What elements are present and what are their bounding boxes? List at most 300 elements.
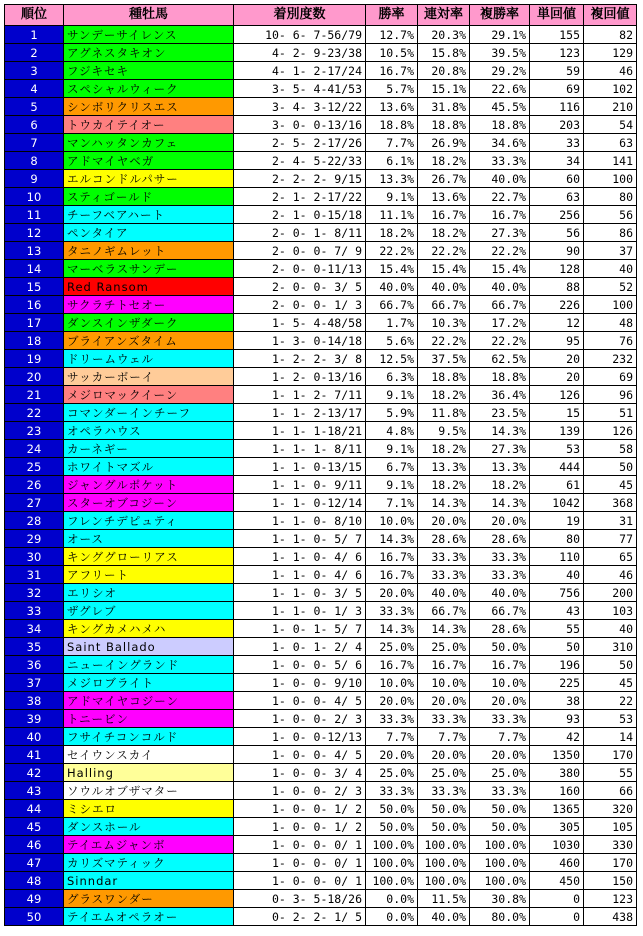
show-rate-cell: 18.8% (470, 116, 530, 134)
show-rate-cell: 40.0% (470, 278, 530, 296)
table-row (5, 908, 637, 926)
sire-name-cell: メジロブライト (64, 674, 234, 692)
table-row (5, 170, 637, 188)
header-rank: 順位 (5, 5, 64, 26)
show-rate-cell: 28.6% (470, 530, 530, 548)
win-rate-cell: 9.1% (366, 476, 418, 494)
record-cell: 0- 2- 2- 1/ 5 (234, 908, 366, 926)
show-rate-cell: 17.2% (470, 314, 530, 332)
sire-name-cell: アドマイヤベガ (64, 152, 234, 170)
win-return-cell: 460 (530, 854, 584, 872)
table-row (5, 26, 637, 44)
show-rate-cell: 22.6% (470, 80, 530, 98)
rank-cell: 48 (5, 872, 64, 890)
win-rate-cell: 13.3% (366, 170, 418, 188)
rank-cell: 50 (5, 908, 64, 926)
show-return-cell: 368 (584, 494, 637, 512)
win-return-cell: 155 (530, 26, 584, 44)
win-return-cell: 203 (530, 116, 584, 134)
place-rate-cell: 14.3% (418, 620, 470, 638)
rank-cell: 22 (5, 404, 64, 422)
show-return-cell: 54 (584, 116, 637, 134)
show-rate-cell: 100.0% (470, 872, 530, 890)
rank-cell: 44 (5, 800, 64, 818)
rank-cell: 45 (5, 818, 64, 836)
win-rate-cell: 1.7% (366, 314, 418, 332)
record-cell: 1- 1- 0-12/14 (234, 494, 366, 512)
show-return-cell: 100 (584, 170, 637, 188)
record-cell: 1- 0- 0- 0/ 1 (234, 836, 366, 854)
table-row (5, 332, 637, 350)
rank-cell: 10 (5, 188, 64, 206)
show-return-cell: 22 (584, 692, 637, 710)
show-rate-cell: 22.2% (470, 242, 530, 260)
record-cell: 2- 4- 5-22/33 (234, 152, 366, 170)
place-rate-cell: 40.0% (418, 908, 470, 926)
win-return-cell: 34 (530, 152, 584, 170)
win-return-cell: 63 (530, 188, 584, 206)
win-return-cell: 110 (530, 548, 584, 566)
win-rate-cell: 9.1% (366, 440, 418, 458)
win-rate-cell: 25.0% (366, 638, 418, 656)
show-return-cell: 48 (584, 314, 637, 332)
win-rate-cell: 14.3% (366, 530, 418, 548)
show-return-cell: 65 (584, 548, 637, 566)
place-rate-cell: 50.0% (418, 800, 470, 818)
record-cell: 1- 1- 0- 3/ 5 (234, 584, 366, 602)
record-cell: 2- 0- 0-11/13 (234, 260, 366, 278)
show-return-cell: 45 (584, 476, 637, 494)
show-rate-cell: 45.5% (470, 98, 530, 116)
sire-name-cell: ドリームウェル (64, 350, 234, 368)
win-return-cell: 0 (530, 908, 584, 926)
rank-cell: 25 (5, 458, 64, 476)
win-rate-cell: 20.0% (366, 746, 418, 764)
show-rate-cell: 27.3% (470, 224, 530, 242)
sire-name-cell: アドマイヤコジーン (64, 692, 234, 710)
record-cell: 1- 0- 0- 2/ 3 (234, 710, 366, 728)
record-cell: 3- 5- 4-41/53 (234, 80, 366, 98)
place-rate-cell: 37.5% (418, 350, 470, 368)
sire-name-cell: エリシオ (64, 584, 234, 602)
rank-cell: 37 (5, 674, 64, 692)
sire-name-cell: オペラハウス (64, 422, 234, 440)
record-cell: 1- 2- 2- 3/ 8 (234, 350, 366, 368)
sire-name-cell: ニューイングランド (64, 656, 234, 674)
record-cell: 1- 0- 1- 2/ 4 (234, 638, 366, 656)
win-rate-cell: 5.6% (366, 332, 418, 350)
record-cell: 2- 1- 2-17/22 (234, 188, 366, 206)
win-return-cell: 139 (530, 422, 584, 440)
win-rate-cell: 14.3% (366, 620, 418, 638)
win-return-cell: 60 (530, 170, 584, 188)
place-rate-cell: 11.5% (418, 890, 470, 908)
rank-cell: 49 (5, 890, 64, 908)
sire-name-cell: キンググローリアス (64, 548, 234, 566)
table-row (5, 602, 637, 620)
rank-cell: 24 (5, 440, 64, 458)
place-rate-cell: 22.2% (418, 242, 470, 260)
place-rate-cell: 9.5% (418, 422, 470, 440)
sire-name-cell: ペンタイア (64, 224, 234, 242)
sire-name-cell: フレンチデピュティ (64, 512, 234, 530)
table-row (5, 656, 637, 674)
show-rate-cell: 33.3% (470, 566, 530, 584)
sire-name-cell: スターオブコジーン (64, 494, 234, 512)
show-return-cell: 438 (584, 908, 637, 926)
rank-cell: 31 (5, 566, 64, 584)
win-return-cell: 90 (530, 242, 584, 260)
place-rate-cell: 20.0% (418, 512, 470, 530)
rank-cell: 11 (5, 206, 64, 224)
place-rate-cell: 33.3% (418, 566, 470, 584)
place-rate-cell: 26.7% (418, 170, 470, 188)
sire-name-cell: ホワイトマズル (64, 458, 234, 476)
win-rate-cell: 33.3% (366, 782, 418, 800)
show-return-cell: 46 (584, 62, 637, 80)
show-return-cell: 66 (584, 782, 637, 800)
record-cell: 1- 1- 2- 7/11 (234, 386, 366, 404)
sire-name-cell: カーネギー (64, 440, 234, 458)
win-rate-cell: 18.8% (366, 116, 418, 134)
show-return-cell: 31 (584, 512, 637, 530)
rank-cell: 35 (5, 638, 64, 656)
record-cell: 1- 0- 0- 1/ 2 (234, 800, 366, 818)
win-return-cell: 61 (530, 476, 584, 494)
table-row (5, 62, 637, 80)
win-rate-cell: 25.0% (366, 764, 418, 782)
sire-name-cell: サッカーボーイ (64, 368, 234, 386)
show-rate-cell: 7.7% (470, 728, 530, 746)
win-return-cell: 95 (530, 332, 584, 350)
sire-name-cell: カリズマティック (64, 854, 234, 872)
show-return-cell: 63 (584, 134, 637, 152)
sire-name-cell: ソウルオブザマター (64, 782, 234, 800)
show-return-cell: 76 (584, 332, 637, 350)
win-return-cell: 55 (530, 620, 584, 638)
show-rate-cell: 25.0% (470, 764, 530, 782)
show-rate-cell: 29.2% (470, 62, 530, 80)
win-rate-cell: 40.0% (366, 278, 418, 296)
show-rate-cell: 16.7% (470, 206, 530, 224)
win-rate-cell: 7.7% (366, 728, 418, 746)
place-rate-cell: 100.0% (418, 854, 470, 872)
record-cell: 1- 0- 0- 1/ 2 (234, 818, 366, 836)
show-rate-cell: 33.3% (470, 152, 530, 170)
sire-name-cell: コマンダーインチーフ (64, 404, 234, 422)
record-cell: 1- 1- 0- 8/10 (234, 512, 366, 530)
show-return-cell: 80 (584, 188, 637, 206)
win-return-cell: 226 (530, 296, 584, 314)
rank-cell: 34 (5, 620, 64, 638)
record-cell: 1- 0- 0- 9/10 (234, 674, 366, 692)
table-row (5, 674, 637, 692)
win-return-cell: 380 (530, 764, 584, 782)
sire-name-cell: セイウンスカイ (64, 746, 234, 764)
table-row (5, 422, 637, 440)
sire-name-cell: アフリート (64, 566, 234, 584)
rank-cell: 14 (5, 260, 64, 278)
rank-cell: 32 (5, 584, 64, 602)
show-rate-cell: 33.3% (470, 548, 530, 566)
win-return-cell: 56 (530, 224, 584, 242)
place-rate-cell: 13.3% (418, 458, 470, 476)
rank-cell: 41 (5, 746, 64, 764)
show-rate-cell: 80.0% (470, 908, 530, 926)
sire-name-cell: マンハッタンカフェ (64, 134, 234, 152)
show-rate-cell: 14.3% (470, 422, 530, 440)
sire-name-cell: サクラチトセオー (64, 296, 234, 314)
table-body (5, 26, 637, 926)
sire-name-cell: ザグレブ (64, 602, 234, 620)
rank-cell: 16 (5, 296, 64, 314)
table-row (5, 872, 637, 890)
show-return-cell: 53 (584, 710, 637, 728)
show-rate-cell: 40.0% (470, 584, 530, 602)
table-row (5, 746, 637, 764)
win-return-cell: 93 (530, 710, 584, 728)
show-rate-cell: 100.0% (470, 836, 530, 854)
show-return-cell: 126 (584, 422, 637, 440)
rank-cell: 29 (5, 530, 64, 548)
win-return-cell: 19 (530, 512, 584, 530)
rank-cell: 13 (5, 242, 64, 260)
table-row (5, 224, 637, 242)
show-return-cell: 103 (584, 602, 637, 620)
table-row (5, 620, 637, 638)
win-return-cell: 33 (530, 134, 584, 152)
win-return-cell: 50 (530, 638, 584, 656)
win-return-cell: 43 (530, 602, 584, 620)
show-return-cell: 86 (584, 224, 637, 242)
show-rate-cell: 66.7% (470, 602, 530, 620)
table-row (5, 368, 637, 386)
sire-name-cell: ダンスインザダーク (64, 314, 234, 332)
win-rate-cell: 20.0% (366, 584, 418, 602)
place-rate-cell: 15.8% (418, 44, 470, 62)
show-return-cell: 45 (584, 674, 637, 692)
record-cell: 1- 0- 0-12/13 (234, 728, 366, 746)
sire-name-cell: Saint Ballado (64, 638, 234, 656)
record-cell: 2- 0- 0- 7/ 9 (234, 242, 366, 260)
record-cell: 1- 3- 0-14/18 (234, 332, 366, 350)
table-row (5, 206, 637, 224)
show-rate-cell: 13.3% (470, 458, 530, 476)
sire-name-cell: チーフベアハート (64, 206, 234, 224)
record-cell: 4- 1- 2-17/24 (234, 62, 366, 80)
show-return-cell: 310 (584, 638, 637, 656)
place-rate-cell: 18.2% (418, 386, 470, 404)
table-row (5, 836, 637, 854)
rank-cell: 33 (5, 602, 64, 620)
win-return-cell: 0 (530, 890, 584, 908)
record-cell: 1- 0- 0- 2/ 3 (234, 782, 366, 800)
show-return-cell: 170 (584, 854, 637, 872)
place-rate-cell: 7.7% (418, 728, 470, 746)
record-cell: 1- 0- 0- 0/ 1 (234, 854, 366, 872)
show-return-cell: 129 (584, 44, 637, 62)
record-cell: 1- 1- 0-13/15 (234, 458, 366, 476)
sire-name-cell: グラスワンダー (64, 890, 234, 908)
table-row (5, 44, 637, 62)
show-return-cell: 50 (584, 656, 637, 674)
rank-cell: 27 (5, 494, 64, 512)
table-row (5, 890, 637, 908)
win-return-cell: 1030 (530, 836, 584, 854)
show-return-cell: 100 (584, 296, 637, 314)
win-return-cell: 40 (530, 566, 584, 584)
win-return-cell: 123 (530, 44, 584, 62)
win-rate-cell: 13.6% (366, 98, 418, 116)
record-cell: 1- 1- 0- 4/ 6 (234, 566, 366, 584)
table-row (5, 98, 637, 116)
table-row (5, 638, 637, 656)
table-row (5, 566, 637, 584)
win-rate-cell: 6.3% (366, 368, 418, 386)
show-return-cell: 50 (584, 458, 637, 476)
win-return-cell: 1042 (530, 494, 584, 512)
show-rate-cell: 66.7% (470, 296, 530, 314)
win-rate-cell: 20.0% (366, 692, 418, 710)
place-rate-cell: 18.2% (418, 224, 470, 242)
win-return-cell: 15 (530, 404, 584, 422)
record-cell: 10- 6- 7-56/79 (234, 26, 366, 44)
table-row (5, 314, 637, 332)
show-return-cell: 14 (584, 728, 637, 746)
win-rate-cell: 50.0% (366, 800, 418, 818)
table-row (5, 242, 637, 260)
rank-cell: 38 (5, 692, 64, 710)
place-rate-cell: 25.0% (418, 638, 470, 656)
record-cell: 1- 1- 2-13/17 (234, 404, 366, 422)
place-rate-cell: 14.3% (418, 494, 470, 512)
win-return-cell: 160 (530, 782, 584, 800)
sire-name-cell: トニービン (64, 710, 234, 728)
show-rate-cell: 14.3% (470, 494, 530, 512)
place-rate-cell: 16.7% (418, 656, 470, 674)
rank-cell: 30 (5, 548, 64, 566)
table-row (5, 404, 637, 422)
show-rate-cell: 22.7% (470, 188, 530, 206)
win-return-cell: 80 (530, 530, 584, 548)
sire-name-cell: メジロマックイーン (64, 386, 234, 404)
table-row (5, 116, 637, 134)
record-cell: 3- 4- 3-12/22 (234, 98, 366, 116)
table-row (5, 152, 637, 170)
win-rate-cell: 18.2% (366, 224, 418, 242)
win-rate-cell: 16.7% (366, 548, 418, 566)
show-return-cell: 232 (584, 350, 637, 368)
record-cell: 2- 5- 2-17/26 (234, 134, 366, 152)
place-rate-cell: 50.0% (418, 818, 470, 836)
table-row (5, 458, 637, 476)
place-rate-cell: 33.3% (418, 782, 470, 800)
record-cell: 1- 0- 0- 0/ 1 (234, 872, 366, 890)
place-rate-cell: 26.9% (418, 134, 470, 152)
win-rate-cell: 6.1% (366, 152, 418, 170)
table-row (5, 692, 637, 710)
show-return-cell: 37 (584, 242, 637, 260)
table-row (5, 764, 637, 782)
rank-cell: 26 (5, 476, 64, 494)
table-row (5, 782, 637, 800)
show-rate-cell: 33.3% (470, 710, 530, 728)
place-rate-cell: 10.0% (418, 674, 470, 692)
place-rate-cell: 18.2% (418, 440, 470, 458)
record-cell: 1- 0- 0- 4/ 5 (234, 746, 366, 764)
show-rate-cell: 33.3% (470, 782, 530, 800)
record-cell: 4- 2- 9-23/38 (234, 44, 366, 62)
record-cell: 3- 0- 0-13/16 (234, 116, 366, 134)
sire-name-cell: Sinndar (64, 872, 234, 890)
show-rate-cell: 30.8% (470, 890, 530, 908)
place-rate-cell: 31.8% (418, 98, 470, 116)
win-return-cell: 38 (530, 692, 584, 710)
win-return-cell: 256 (530, 206, 584, 224)
show-return-cell: 200 (584, 584, 637, 602)
win-rate-cell: 33.3% (366, 710, 418, 728)
show-return-cell: 77 (584, 530, 637, 548)
rank-cell: 43 (5, 782, 64, 800)
win-return-cell: 59 (530, 62, 584, 80)
win-rate-cell: 9.1% (366, 386, 418, 404)
win-return-cell: 756 (530, 584, 584, 602)
record-cell: 1- 1- 0- 9/11 (234, 476, 366, 494)
table-row (5, 728, 637, 746)
header-sire: 種牡馬 (64, 5, 234, 26)
win-return-cell: 69 (530, 80, 584, 98)
rank-cell: 9 (5, 170, 64, 188)
rank-cell: 4 (5, 80, 64, 98)
show-rate-cell: 23.5% (470, 404, 530, 422)
table-row (5, 188, 637, 206)
place-rate-cell: 15.1% (418, 80, 470, 98)
record-cell: 1- 1- 0- 4/ 6 (234, 548, 366, 566)
place-rate-cell: 66.7% (418, 602, 470, 620)
show-return-cell: 55 (584, 764, 637, 782)
place-rate-cell: 20.3% (418, 26, 470, 44)
show-return-cell: 56 (584, 206, 637, 224)
header-win-return: 単回値 (530, 5, 584, 26)
win-rate-cell: 15.4% (366, 260, 418, 278)
win-rate-cell: 12.7% (366, 26, 418, 44)
place-rate-cell: 28.6% (418, 530, 470, 548)
show-rate-cell: 16.7% (470, 656, 530, 674)
show-rate-cell: 36.4% (470, 386, 530, 404)
win-rate-cell: 100.0% (366, 872, 418, 890)
sire-name-cell: フジキセキ (64, 62, 234, 80)
win-rate-cell: 100.0% (366, 836, 418, 854)
sire-name-cell: キングカメハメハ (64, 620, 234, 638)
win-rate-cell: 6.7% (366, 458, 418, 476)
show-rate-cell: 22.2% (470, 332, 530, 350)
table-row (5, 584, 637, 602)
rank-cell: 46 (5, 836, 64, 854)
win-return-cell: 450 (530, 872, 584, 890)
rank-cell: 18 (5, 332, 64, 350)
table-row (5, 512, 637, 530)
sire-name-cell: エルコンドルパサー (64, 170, 234, 188)
table-row (5, 440, 637, 458)
place-rate-cell: 18.8% (418, 116, 470, 134)
win-return-cell: 88 (530, 278, 584, 296)
place-rate-cell: 18.2% (418, 476, 470, 494)
header-show-rate: 複勝率 (470, 5, 530, 26)
win-rate-cell: 16.7% (366, 62, 418, 80)
sire-name-cell: ブライアンズタイム (64, 332, 234, 350)
record-cell: 1- 1- 1-18/21 (234, 422, 366, 440)
sire-name-cell: スペシャルウィーク (64, 80, 234, 98)
